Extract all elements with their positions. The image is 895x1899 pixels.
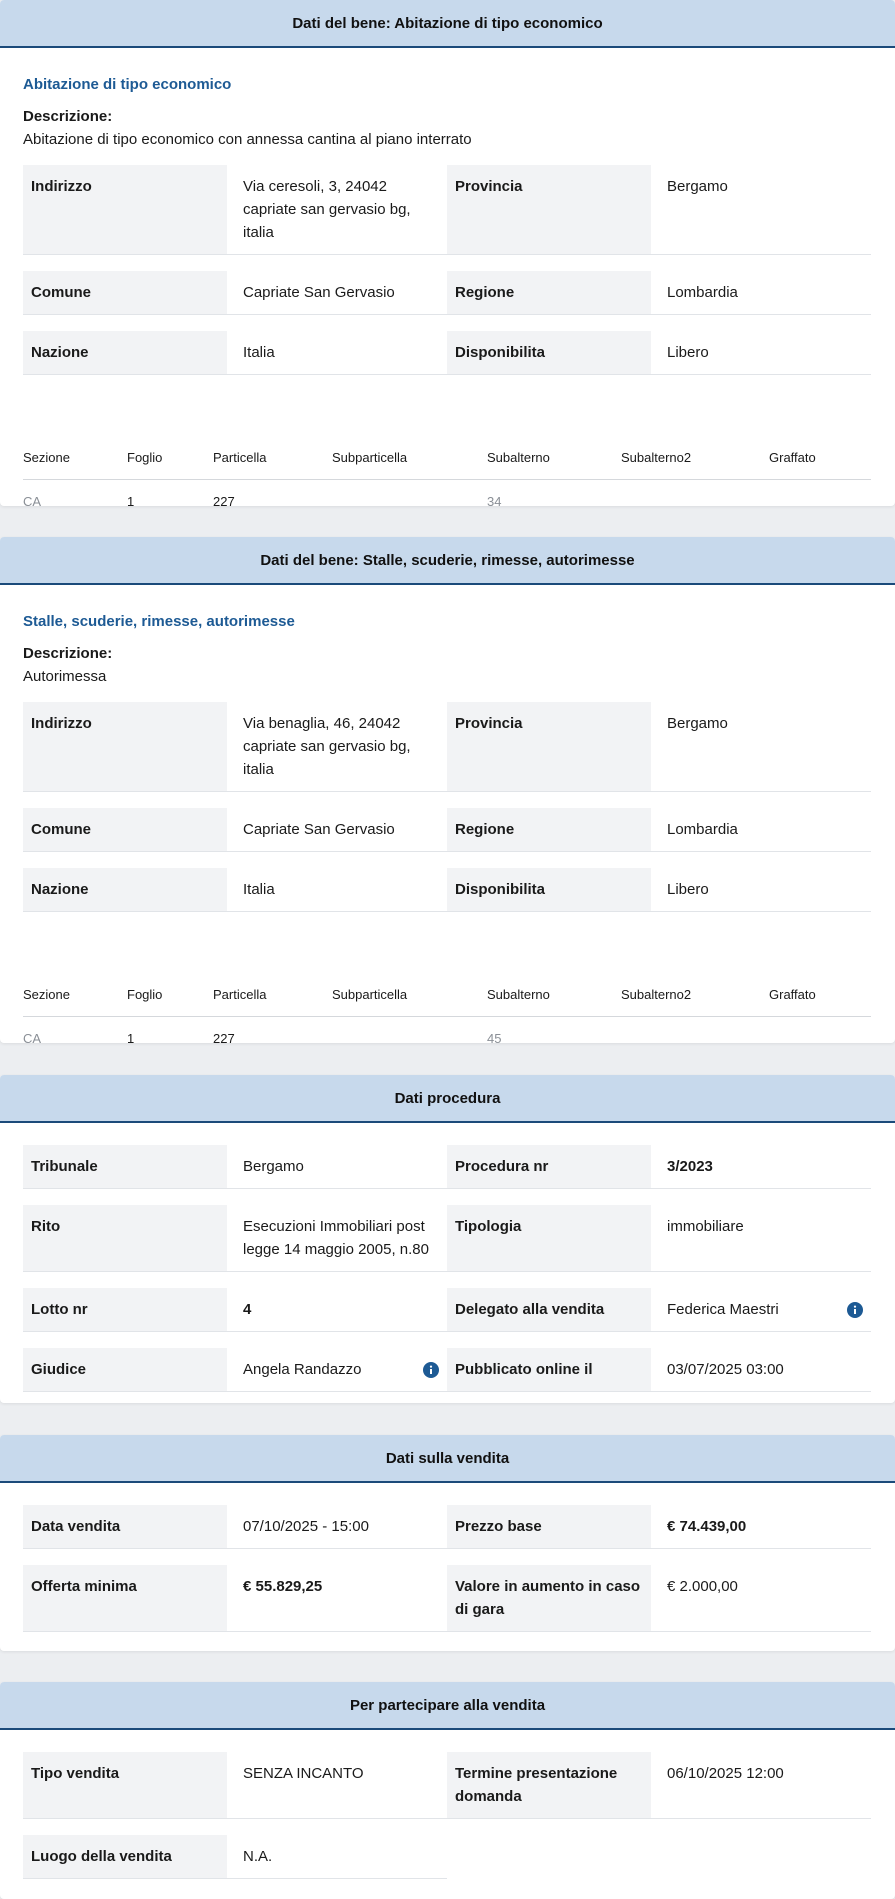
catasto-cell: CA [23,1031,42,1043]
detail-row [23,868,871,912]
detail-row [23,1835,447,1879]
termine-label: Termine presentazione domanda [447,1752,651,1818]
prezzo-base-value: € 74.439,00 [667,1518,747,1535]
detail-row [23,331,871,375]
regione-value: Lombardia [667,284,738,301]
tipologia-label: Tipologia [447,1205,651,1271]
catasto-header: Subalterno2 [621,450,692,465]
delegato-value: Federica Maestri [667,1301,779,1318]
detail-row [23,808,871,852]
detail-row [23,165,871,255]
catasto-header: Subparticella [332,987,408,1002]
provincia-label: Provincia [447,165,651,254]
info-circle-icon[interactable] [847,1302,863,1318]
detail-row [23,1288,871,1332]
catasto-cell: 34 [487,494,502,506]
indirizzo-value: Via benaglia, 46, 24042 capriate san gervasio bg, italia [243,715,411,778]
card-header: Dati del bene: Abitazione di tipo economico [0,0,895,48]
pubblicato-value: 03/07/2025 03:00 [667,1361,784,1378]
aumento-value: € 2.000,00 [667,1578,738,1595]
catasto-header-row [23,973,871,1017]
catasto-header: Graffato [769,450,816,465]
comune-value: Capriate San Gervasio [243,821,395,838]
card-header: Per partecipare alla vendita [0,1682,895,1730]
bene-title: Abitazione di tipo economico [23,76,232,93]
description-text: Abitazione di tipo economico con annessa cantina al piano interrato [23,131,472,148]
nazione-label: Nazione [23,331,227,374]
detail-row [23,1752,871,1819]
bene-card-2 [0,537,895,1043]
provincia-value: Bergamo [667,715,728,732]
procedura-value: 3/2023 [667,1158,713,1175]
card-header: Dati sulla vendita [0,1435,895,1483]
offerta-minima-value: € 55.829,25 [243,1578,323,1595]
bene-title: Stalle, scuderie, rimesse, autorimesse [23,613,295,630]
comune-label: Comune [23,808,227,851]
offerta-minima-label: Offerta minima [23,1565,227,1631]
description-label: Descrizione: [23,108,113,125]
regione-label: Regione [447,808,651,851]
lotto-label: Lotto nr [23,1288,227,1331]
data-vendita-label: Data vendita [23,1505,227,1548]
catasto-header: Particella [213,987,267,1002]
detail-row [23,1505,871,1549]
nazione-value: Italia [243,881,275,898]
procedura-grid [23,1145,871,1392]
nazione-label: Nazione [23,868,227,911]
partecipare-grid [23,1752,871,1879]
catasto-table [23,436,871,506]
giudice-label: Giudice [23,1348,227,1391]
catasto-cell: 45 [487,1031,502,1043]
giudice-cell [227,1348,447,1391]
vendita-grid [23,1505,871,1632]
nazione-value: Italia [243,344,275,361]
indirizzo-value: Via ceresoli, 3, 24042 capriate san gervasio bg, italia [243,178,411,241]
termine-value: 06/10/2025 12:00 [667,1765,784,1782]
disponibilita-value: Libero [667,881,709,898]
catasto-cell: 1 [127,494,135,506]
bene-details-grid [23,165,871,375]
catasto-table [23,973,871,1043]
disponibilita-value: Libero [667,344,709,361]
tribunale-label: Tribunale [23,1145,227,1188]
catasto-row [23,480,871,506]
detail-row [23,702,871,792]
lotto-value: 4 [243,1301,252,1318]
detail-row [23,271,871,315]
comune-label: Comune [23,271,227,314]
luogo-label: Luogo della vendita [23,1835,227,1878]
detail-row [23,1145,871,1189]
catasto-header: Sezione [23,450,70,465]
regione-label: Regione [447,271,651,314]
tribunale-value: Bergamo [243,1158,304,1175]
detail-row [23,1348,871,1392]
disponibilita-label: Disponibilita [447,331,651,374]
catasto-header: Subparticella [332,450,408,465]
catasto-row [23,1017,871,1043]
tipo-vendita-value: SENZA INCANTO [243,1765,364,1782]
description-label: Descrizione: [23,645,113,662]
delegato-cell [651,1288,871,1331]
pubblicato-label: Pubblicato online il [447,1348,651,1391]
catasto-cell: 1 [127,1031,135,1043]
catasto-header: Subalterno [487,450,550,465]
procedura-label: Procedura nr [447,1145,651,1188]
disponibilita-label: Disponibilita [447,868,651,911]
luogo-value: N.A. [243,1848,273,1865]
procedura-card [0,1075,895,1403]
card-header: Dati del bene: Stalle, scuderie, rimesse, autorimesse [0,537,895,585]
tipo-vendita-label: Tipo vendita [23,1752,227,1818]
prezzo-base-label: Prezzo base [447,1505,651,1548]
tipologia-value: immobiliare [667,1218,744,1235]
partecipare-card [0,1682,895,1899]
catasto-cell: 227 [213,494,235,506]
provincia-value: Bergamo [667,178,728,195]
catasto-header: Graffato [769,987,816,1002]
detail-row [23,1565,871,1632]
catasto-cell: 227 [213,1031,235,1043]
info-circle-icon[interactable] [423,1362,439,1378]
indirizzo-label: Indirizzo [23,702,227,791]
catasto-header: Subalterno2 [621,987,692,1002]
description-text: Autorimessa [23,668,107,685]
catasto-header: Particella [213,450,267,465]
rito-value: Esecuzioni Immobiliari post legge 14 maggio 2005, n.80 [243,1218,429,1258]
provincia-label: Provincia [447,702,651,791]
catasto-header: Foglio [127,987,163,1002]
catasto-header: Foglio [127,450,163,465]
catasto-header: Subalterno [487,987,550,1002]
aumento-label: Valore in aumento in caso di gara [447,1565,651,1631]
bene-card-1 [0,0,895,506]
comune-value: Capriate San Gervasio [243,284,395,301]
regione-value: Lombardia [667,821,738,838]
card-header: Dati procedura [0,1075,895,1123]
catasto-cell: CA [23,494,42,506]
data-vendita-value: 07/10/2025 - 15:00 [243,1518,369,1535]
catasto-header-row [23,436,871,480]
giudice-value: Angela Randazzo [243,1361,362,1378]
detail-row [23,1205,871,1272]
bene-details-grid [23,702,871,912]
vendita-card [0,1435,895,1651]
indirizzo-label: Indirizzo [23,165,227,254]
delegato-label: Delegato alla vendita [447,1288,651,1331]
catasto-header: Sezione [23,987,70,1002]
rito-label: Rito [23,1205,227,1271]
